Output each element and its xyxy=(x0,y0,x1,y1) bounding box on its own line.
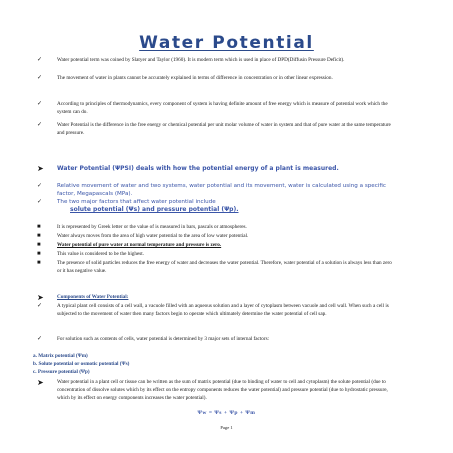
water-potential-formula: Ψw = Ψs + Ψp + Ψm xyxy=(197,410,256,416)
page-number: Page 1 xyxy=(220,425,233,430)
components-heading: ➤ Components of Water Potential: xyxy=(37,293,129,302)
square-bullet-icon: ■ xyxy=(37,224,41,230)
checkmark-icon: ✓ xyxy=(37,101,43,107)
square-bullet-icon: ■ xyxy=(37,242,41,248)
fact-item: ■ It is represented by Greek letter or the value of is measured in bars, pascals or atmospheres. xyxy=(37,224,247,230)
component-b: b. Solute potential or osmotic potential (Ψs) xyxy=(33,361,130,367)
blue-point: ➤ Water Potential (ΨPSI) deals with how the potential energy of a plant is measured. xyxy=(37,164,339,173)
checkmark-icon: ✓ xyxy=(37,57,43,63)
intro-item: ✓ The movement of water in plants cannot be accurately explained in terms of difference in concentration or in other linear expression. xyxy=(37,75,333,81)
component-c: c. Pressure potential (Ψp) xyxy=(33,369,90,375)
arrow-bullet-icon: ➤ xyxy=(37,164,44,173)
checkmark-icon: ✓ xyxy=(37,75,43,81)
checkmark-icon: ✓ xyxy=(37,303,43,309)
checkmark-icon: ✓ xyxy=(37,336,43,342)
component-a: a. Matrix potential (Ψm) xyxy=(33,353,88,359)
fact-item: ■ The presence of solid particles reduces the free energy of water and decreases the water potential. Therefore, water potential of a solution is always less than zero or it has negative value. xyxy=(37,260,392,274)
arrow-bullet-icon: ➤ xyxy=(37,293,44,302)
arrow-bullet-icon: ➤ xyxy=(37,378,44,387)
final-paragraph: ➤ Water potential in a plant cell or tissue can be written as the sum of matrix potential (due to binding of water to cell and cytoplasm) the solute potential (due to concentration of dissolve solutes which by its effect on the entropy components reduces the water potential) and pressure potential (due to hydrostatic pressure, which by its effect on energy components increases the water potential). xyxy=(37,378,388,401)
checkmark-icon: ✓ xyxy=(37,198,43,205)
checkmark-icon: ✓ xyxy=(37,122,43,128)
blue-point-emphasis: solute potential (Ψs) and pressure potential (Ψp). xyxy=(70,206,239,213)
checkmark-icon: ✓ xyxy=(37,182,43,189)
fact-item: ■ This value is considered to be the highest. xyxy=(37,251,145,257)
components-paragraph: ✓ For solution such as contents of cells, water potential is determined by 3 major sets of internal factors: xyxy=(37,336,270,342)
blue-point: ✓ Relative movement of water and two systems, water potential and its movement, water is calculated using a specific factor, Megapascals (MPa). xyxy=(37,182,386,197)
blue-point: ✓ The two major factors that affect water potential include xyxy=(37,198,216,205)
fact-item: ■ Water potential of pure water at normal temperature and pressure is zero. xyxy=(37,242,222,248)
intro-item: ✓ According to principles of thermodynamics, every component of system is having definite amount of free energy which is measure of potential work which the system can do. xyxy=(37,101,388,115)
square-bullet-icon: ■ xyxy=(37,251,41,257)
square-bullet-icon: ■ xyxy=(37,233,41,239)
page-title: Water Potential xyxy=(139,33,314,53)
intro-item: ✓ Water Potential is the difference in the free energy or chemical potential per unit molar volume of water in system and that of pure water at the same temperature and pressure. xyxy=(37,122,391,136)
components-paragraph: ✓ A typical plant cell consists of a cell wall, a vacuole filled with an aqueous solution and a layer of cytoplasm between vacuole and cell wall. When such a cell is subjected to the movement of water then many factors begin to operate which ultimately determine the water potential of cell sap. xyxy=(37,303,389,317)
intro-item: ✓ Water potential term was coined by Slatyer and Taylor (1960). It is modern term which is used in place of DPD(Diffusin Pressure Deficit). xyxy=(37,57,345,63)
square-bullet-icon: ■ xyxy=(37,260,41,266)
fact-item: ■ Water always moves from the area of high water potential to the area of low water potential. xyxy=(37,233,249,239)
